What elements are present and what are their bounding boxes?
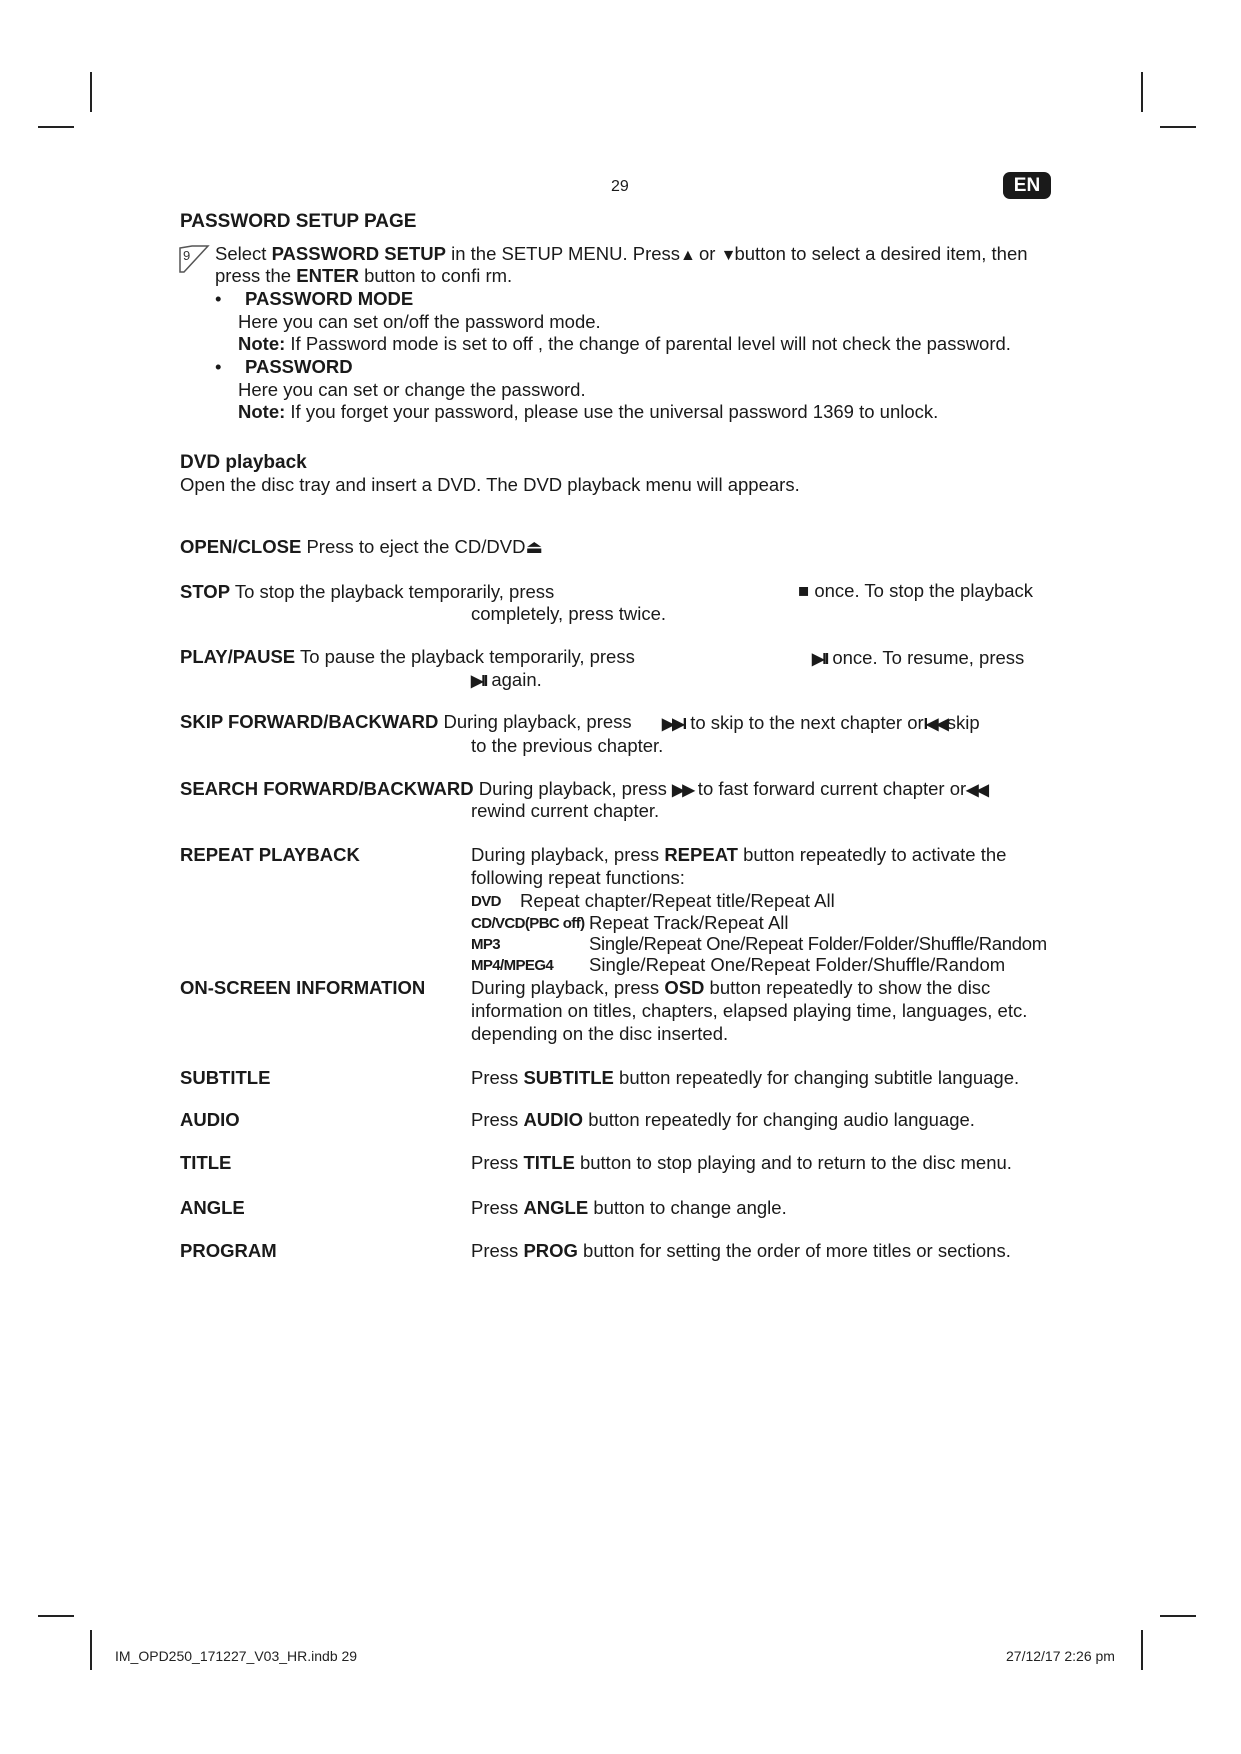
bullet-icon: • <box>215 356 222 377</box>
crop-mark-bottom-left-h <box>38 1615 74 1617</box>
text-run: to fast forward current chapter or <box>692 778 967 799</box>
footer-file-info: IM_OPD250_171227_V03_HR.indb 29 <box>115 1648 358 1664</box>
text-run: button repeatedly for changing audio language. <box>583 1109 975 1130</box>
password-setup-keyword: PASSWORD SETUP <box>271 243 446 264</box>
skip-backward-icon: I◀◀ <box>923 716 947 733</box>
stop-row-right <box>798 580 1033 602</box>
text-run: skip <box>946 712 980 733</box>
crop-mark-top-left-v <box>90 72 92 112</box>
open-close-label: OPEN/CLOSE <box>180 536 302 557</box>
text-run: Press to eject the CD/DVD <box>301 536 526 557</box>
repeat-desc-cdvcd: Repeat Track/Repeat All <box>589 912 789 933</box>
repeat-desc-dvd: Repeat chapter/Repeat title/Repeat All <box>520 890 835 911</box>
text-run: again. <box>486 669 542 690</box>
text-run: button to select a desired item, then <box>734 243 1028 264</box>
password-instruction-line2 <box>215 265 512 287</box>
audio-desc <box>471 1109 975 1131</box>
up-arrow-icon: ▲ <box>680 247 694 264</box>
play-pause-row <box>180 646 635 668</box>
step-pencil-icon <box>178 244 210 274</box>
text-run: To stop the playback temporarily, press <box>230 581 555 602</box>
down-arrow-icon: ▼ <box>720 247 735 264</box>
stop-label: STOP <box>180 581 231 602</box>
repeat-format-mp3: MP3 <box>471 936 501 953</box>
crop-mark-top-right-v <box>1141 72 1143 112</box>
eject-icon: ⏏ <box>525 536 543 557</box>
osd-keyword: OSD <box>664 977 705 998</box>
text-run: press the <box>215 265 297 286</box>
skip-row-continued: to the previous chapter. <box>471 735 664 756</box>
rewind-icon: ◀◀ <box>966 782 987 799</box>
password-desc: Here you can set or change the password. <box>238 379 586 400</box>
search-row-continued: rewind current chapter. <box>471 800 660 821</box>
text-run: Select <box>215 243 272 264</box>
stop-icon: ■ <box>798 580 810 601</box>
skip-row <box>180 711 632 733</box>
text-run: Press <box>471 1197 524 1218</box>
repeat-label: REPEAT PLAYBACK <box>180 844 360 865</box>
text-run: or <box>693 243 721 264</box>
repeat-desc-line1 <box>471 844 1006 866</box>
crop-mark-bottom-right-h <box>1160 1615 1196 1617</box>
open-close-row <box>180 536 543 558</box>
text-run: button repeatedly to show the disc <box>704 977 991 998</box>
text-run: If you forget your password, please use the universal password 1369 to unlock. <box>285 401 939 422</box>
search-label: SEARCH FORWARD/BACKWARD <box>180 778 474 799</box>
text-run: During playback, press <box>471 977 665 998</box>
audio-label: AUDIO <box>180 1109 240 1130</box>
fast-forward-icon: ▶▶ <box>672 782 693 799</box>
play-pause-icon: ▶II <box>812 651 828 668</box>
title-label: TITLE <box>180 1152 232 1173</box>
stop-row <box>180 581 554 603</box>
text-run: Press <box>471 1109 524 1130</box>
text-run: If Password mode is set to off , the change of parental level will not check the password. <box>285 333 1011 354</box>
title-keyword: TITLE <box>523 1152 575 1173</box>
subtitle-keyword: SUBTITLE <box>523 1067 614 1088</box>
text-run: button to confi rm. <box>358 265 513 286</box>
search-row <box>180 778 987 802</box>
text-run: Press <box>471 1240 524 1261</box>
repeat-desc-mp4: Single/Repeat One/Repeat Folder/Shuffle/Random <box>589 954 1006 975</box>
password-mode-title: PASSWORD MODE <box>245 288 414 309</box>
password-title: PASSWORD <box>245 356 353 377</box>
footer-timestamp: 27/12/17 2:26 pm <box>1006 1648 1115 1664</box>
password-instruction-line1 <box>215 243 1028 267</box>
subtitle-desc <box>471 1067 1019 1089</box>
text-run: Press <box>471 1152 524 1173</box>
repeat-format-cdvcd: CD/VCD(PBC off) <box>471 915 585 932</box>
angle-label: ANGLE <box>180 1197 245 1218</box>
osd-desc-line2: information on titles, chapters, elapsed playing time, languages, etc. <box>471 1000 1028 1021</box>
skip-forward-icon: ▶▶I <box>662 716 686 733</box>
repeat-desc-mp3: Single/Repeat One/Repeat Folder/Folder/Shuffle/Random <box>589 933 1047 954</box>
text-run: During playback, press <box>471 844 665 865</box>
crop-mark-bottom-right-v <box>1141 1630 1143 1670</box>
password-note <box>238 401 938 423</box>
step-icon <box>178 244 210 274</box>
crop-mark-top-left-h <box>38 126 74 128</box>
osd-desc-line1 <box>471 977 990 999</box>
text-run: button repeatedly for changing subtitle language. <box>613 1067 1020 1088</box>
play-pause-row-right <box>812 647 1024 671</box>
play-pause-label: PLAY/PAUSE <box>180 646 296 667</box>
repeat-format-dvd: DVD <box>471 893 501 910</box>
crop-mark-top-right-h <box>1160 126 1196 128</box>
play-pause-row-continued <box>471 669 542 693</box>
text-run: button repeatedly to activate the <box>737 844 1007 865</box>
page-number: 29 <box>611 178 629 195</box>
text-run: During playback, press <box>473 778 673 799</box>
repeat-keyword: REPEAT <box>664 844 738 865</box>
text-run: to skip to the next chapter or <box>685 712 924 733</box>
text-run: To pause the playback temporarily, press <box>295 646 635 667</box>
program-label: PROGRAM <box>180 1240 277 1261</box>
text-run: button to change angle. <box>588 1197 787 1218</box>
osd-desc-line3: depending on the disc inserted. <box>471 1023 729 1044</box>
note-label: Note: <box>238 333 286 354</box>
crop-mark-bottom-left-v <box>90 1630 92 1670</box>
bullet-icon: • <box>215 288 222 309</box>
dvd-playback-desc: Open the disc tray and insert a DVD. The DVD playback menu will appears. <box>180 474 800 495</box>
stop-row-continued: completely, press twice. <box>471 603 666 624</box>
program-desc <box>471 1240 1011 1262</box>
password-mode-note <box>238 333 1011 355</box>
note-label: Note: <box>238 401 286 422</box>
step-number: 9 <box>183 248 191 263</box>
text-run: button for setting the order of more titles or sections. <box>577 1240 1011 1261</box>
text-run: During playback, press <box>438 711 632 732</box>
repeat-format-mp4: MP4/MPEG4 <box>471 957 554 974</box>
enter-keyword: ENTER <box>296 265 359 286</box>
title-desc <box>471 1152 1012 1174</box>
password-mode-desc: Here you can set on/off the password mode. <box>238 311 601 332</box>
dvd-playback-title: DVD playback <box>180 452 307 473</box>
audio-keyword: AUDIO <box>523 1109 584 1130</box>
angle-keyword: ANGLE <box>523 1197 589 1218</box>
osd-label: ON-SCREEN INFORMATION <box>180 977 426 998</box>
text-run: in the SETUP MENU. Press <box>445 243 681 264</box>
play-pause-icon: ▶II <box>471 673 487 690</box>
text-run: Press <box>471 1067 524 1088</box>
repeat-desc-line2: following repeat functions: <box>471 867 685 888</box>
text-run: once. To resume, press <box>827 647 1025 668</box>
prog-keyword: PROG <box>523 1240 578 1261</box>
password-section-title: PASSWORD SETUP PAGE <box>180 211 417 232</box>
skip-label: SKIP FORWARD/BACKWARD <box>180 711 439 732</box>
text-run: button to stop playing and to return to the disc menu. <box>574 1152 1012 1173</box>
text-run: once. To stop the playback <box>809 580 1034 601</box>
angle-desc <box>471 1197 787 1219</box>
subtitle-label: SUBTITLE <box>180 1067 271 1088</box>
language-badge: EN <box>1003 172 1051 199</box>
skip-row-right <box>662 712 980 736</box>
